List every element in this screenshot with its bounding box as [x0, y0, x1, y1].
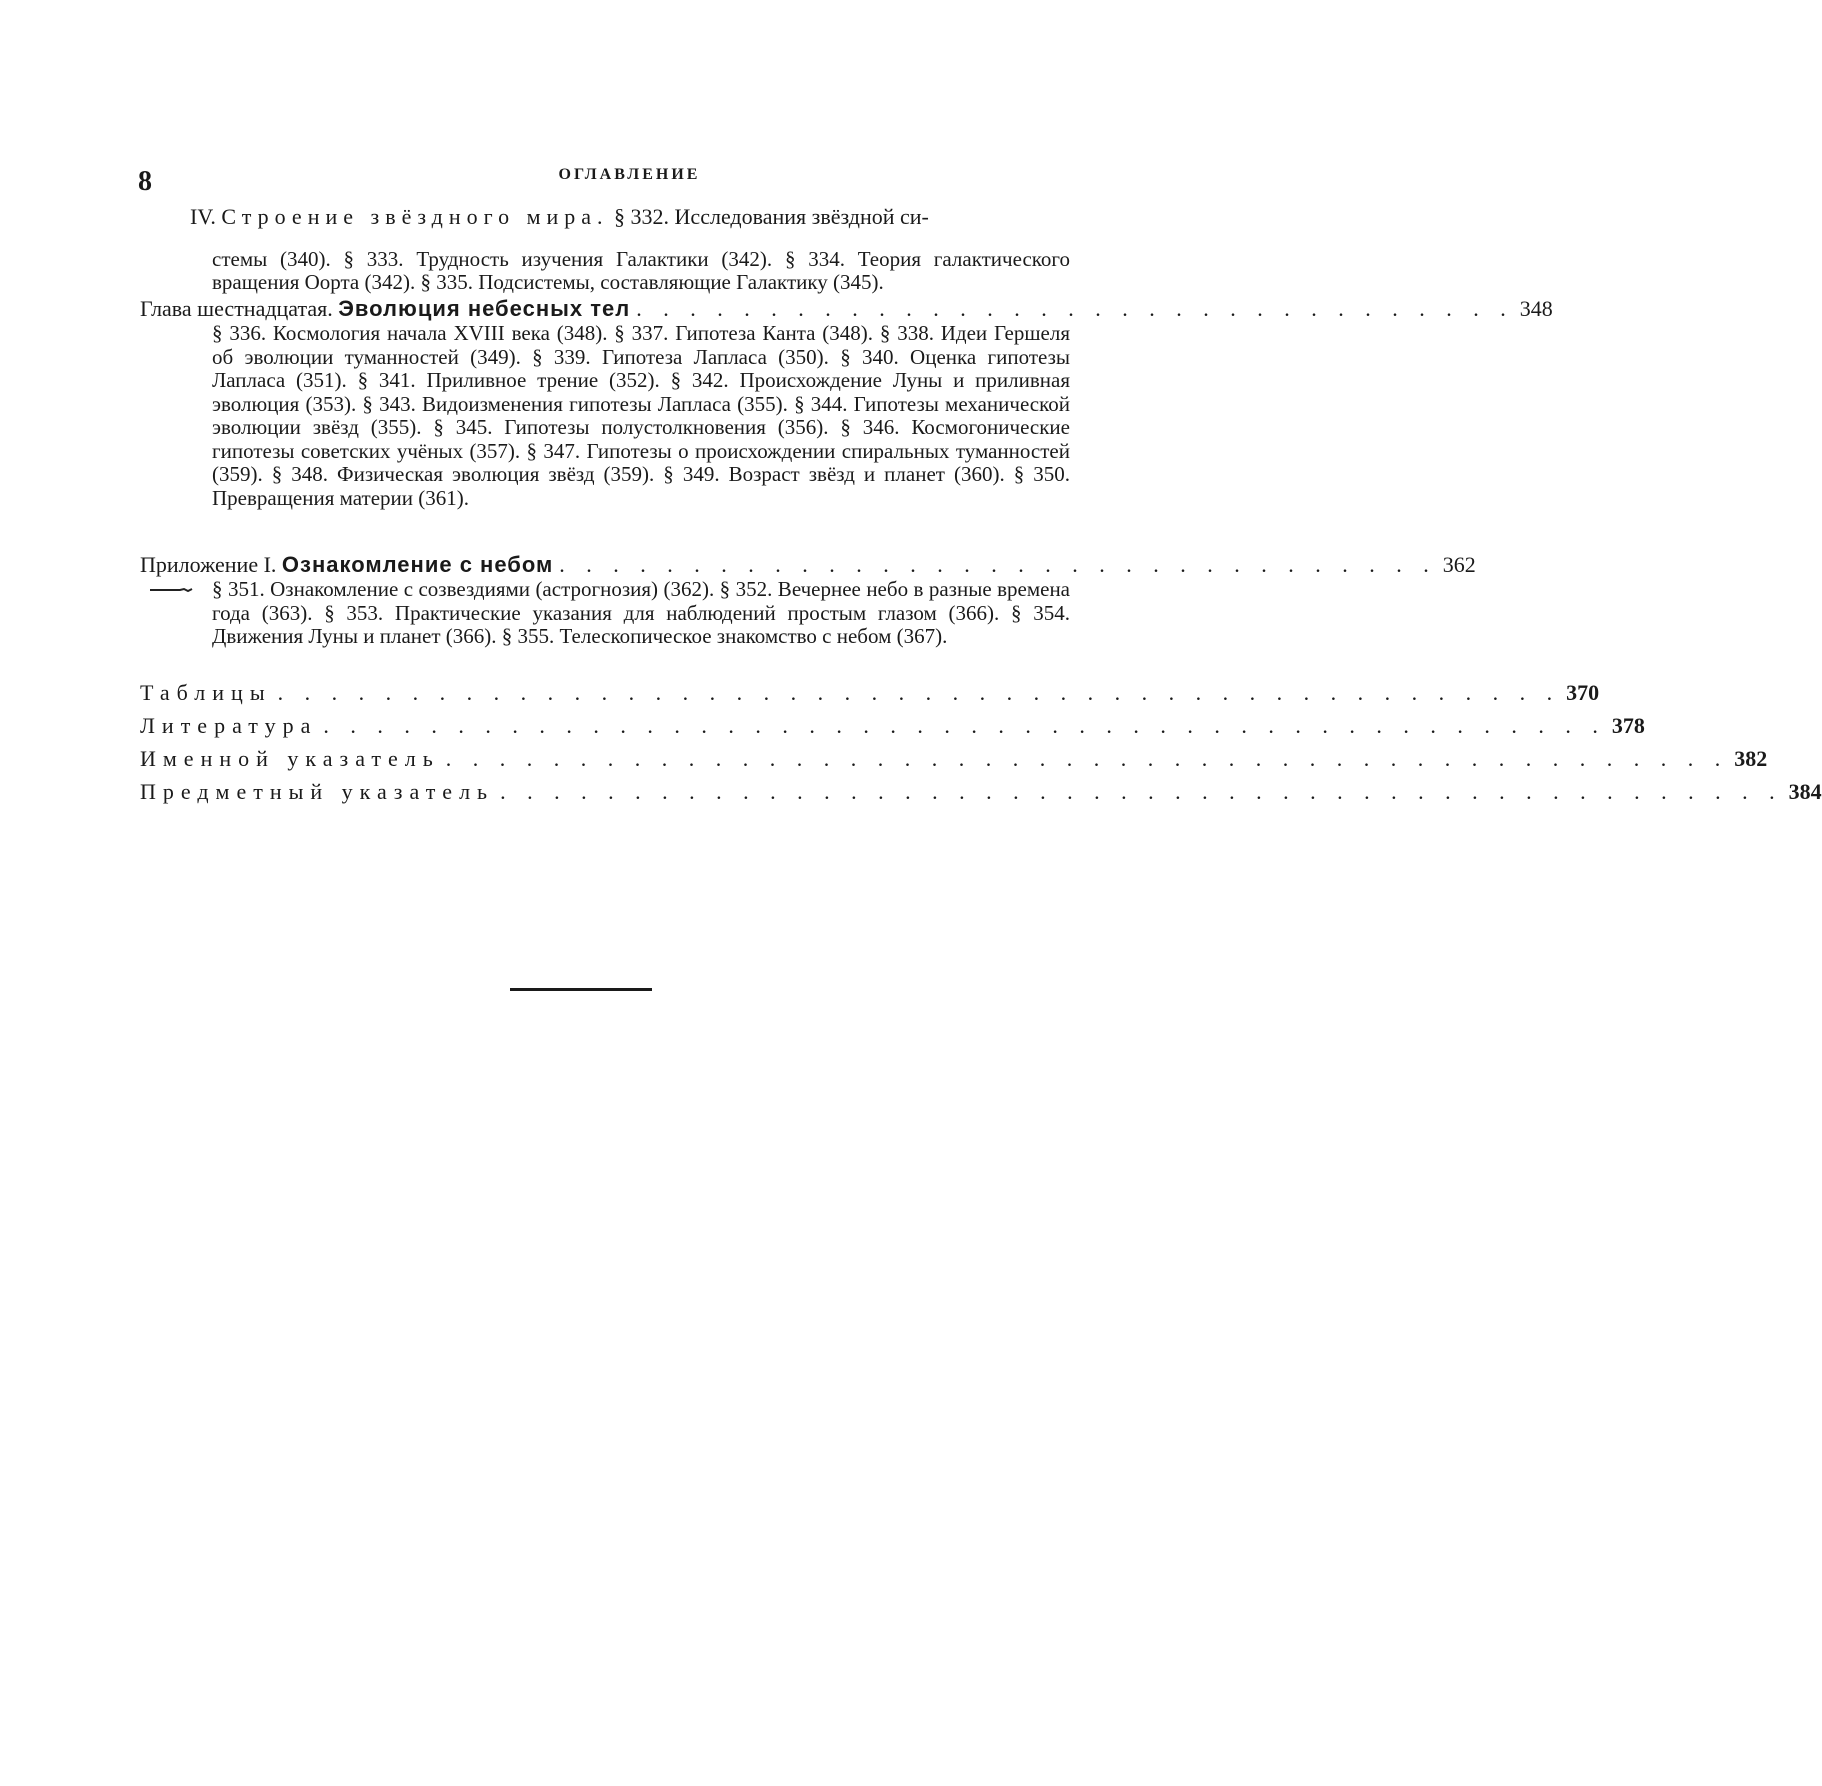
- part-iv-numeral: IV.: [190, 204, 216, 229]
- part-iv-title: Строение звёздного мира.: [221, 204, 609, 229]
- toc-tables-label: Таблицы: [140, 680, 272, 705]
- toc-tables-page: 370: [1566, 680, 1600, 705]
- appendix-1-body: § 351. Ознакомление с созвездиями (астрогнозия) (362). § 352. Вечернее небо в разные времена года (363). § 353. Практические указания для наблюдений простым глазом (366). § 354. Движения Луны и планет (366). § 355. Телескопическое знакомство с небом (367).: [212, 577, 1070, 648]
- leader-dots: . . . . . . . . . . . . . . . . . . . . . . . . . . . . . . . . . . . . . . . . . . . . . . . .: [323, 713, 1606, 738]
- leader-dots: . . . . . . . . . . . . . . . . . . . . . . . . . . . . . . . . .: [559, 552, 1437, 577]
- chapter-16-body: § 336. Космология начала XVIII века (348). § 337. Гипотеза Канта (348). § 338. Идеи Гершеля об эволюции туманностей (349). § 339. Гипотеза Лапласа (350). § 340. Оценка гипотезы Лапласа (351). § 341. Приливное трение (352). § 342. Происхождение Луны и приливная эволюция (353). § 343. Видоизменения гипотезы Лапласа (355). § 344. Гипотезы механической эволюции звёзд (355). § 345. Гипотезы полустолкновения (356). § 346. Космогонические гипотезы советских учёных (357). § 347. Гипотезы о происхождении спиральных туманностей (359). § 348. Физическая эволюция звёзд (359). § 349. Возраст звёзд и планет (360). § 350. Превращения материи (361).: [212, 321, 1070, 510]
- toc-chapter-16-title: Эволюция небесных тел: [338, 296, 631, 321]
- toc-appendix-1-page: 362: [1442, 552, 1476, 577]
- leader-dots: . . . . . . . . . . . . . . . . . . . . . . . . . . . . . . . . . . . . . . . . . . . . . . . .: [500, 779, 1783, 804]
- leader-dots: . . . . . . . . . . . . . . . . . . . . . . . . . . . . . . . . . . . . . . . . . . . . . . . .: [277, 680, 1561, 705]
- leader-dots: . . . . . . . . . . . . . . . . . . . . . . . . . . . . . . . . .: [636, 296, 1514, 321]
- toc-row-subject-index[interactable]: [140, 779, 1822, 805]
- end-rule: [510, 988, 652, 991]
- toc-chapter-16-label: [140, 296, 630, 322]
- leader-dots: . . . . . . . . . . . . . . . . . . . . . . . . . . . . . . . . . . . . . . . . . . . . . . . .: [445, 746, 1729, 771]
- toc-appendix-1-prefix: Приложение I.: [140, 552, 277, 577]
- running-head: ОГЛАВЛЕНИЕ: [558, 166, 701, 183]
- part-iv-heading: [190, 204, 1070, 230]
- toc-subject-index-page: 384: [1788, 779, 1822, 804]
- toc-appendix-1-title: Ознакомление с небом: [281, 552, 554, 577]
- toc-literature-label: Литература: [140, 713, 318, 738]
- toc-chapter-16-prefix: Глава шестнадцатая.: [140, 296, 333, 321]
- toc-subject-index-label: Предметный указатель: [140, 779, 495, 804]
- toc-appendix-1-label: [140, 552, 553, 578]
- margin-pencil-mark: [150, 588, 198, 592]
- toc-row-name-index[interactable]: [140, 746, 1768, 772]
- toc-row-chapter-16[interactable]: [140, 296, 1553, 322]
- page-number: 8: [138, 166, 152, 197]
- toc-row-appendix-1[interactable]: [140, 552, 1476, 578]
- toc-name-index-label: Именной указатель: [140, 746, 440, 771]
- toc-row-literature[interactable]: [140, 713, 1645, 739]
- toc-chapter-16-page: 348: [1519, 296, 1553, 321]
- toc-literature-page: 378: [1611, 713, 1645, 738]
- part-iv-body: стемы (340). § 333. Трудность изучения Галактики (342). § 334. Теория галактического вращения Оорта (342). § 335. Подсистемы, составляющие Галактику (345).: [212, 247, 1070, 294]
- part-iv-lead: § 332. Исследования звёздной си-: [614, 204, 929, 229]
- toc-name-index-page: 382: [1734, 746, 1768, 771]
- toc-row-tables[interactable]: [140, 680, 1600, 706]
